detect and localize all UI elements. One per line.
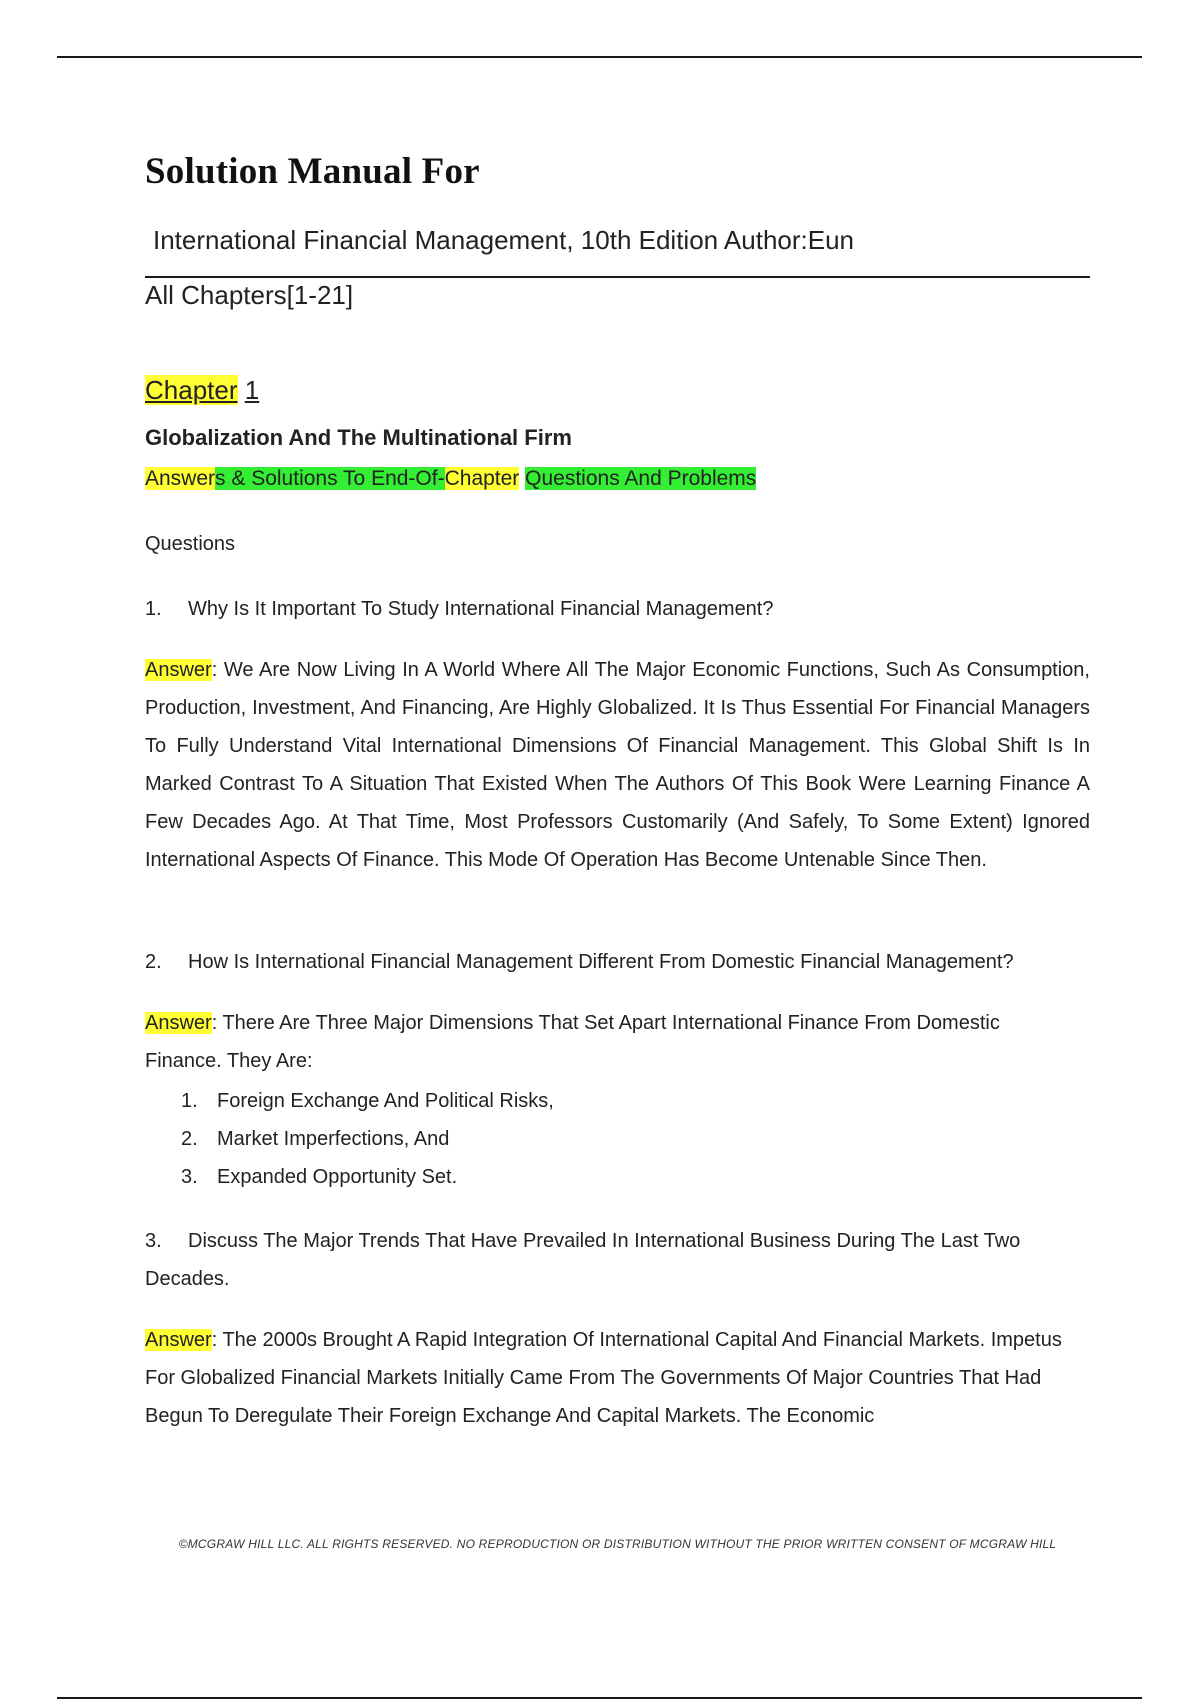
answer-text: : There Are Three Major Dimensions That Set Apart International Finance From Domestic Finance. They Are: — [145, 1012, 1000, 1072]
questions-label: Questions — [145, 533, 236, 555]
question-2 — [145, 943, 1014, 981]
subtitle-part: Chapter — [444, 467, 520, 490]
copyright-footer: ©MCGRAW HILL LLC. ALL RIGHTS RESERVED. NO REPRODUCTION OR DISTRIBUTION WITHOUT THE PRIOR WRITTEN CONSENT OF MCGRAW HILL — [178, 1537, 1057, 1551]
subtitle-part: s & Solutions To End-Of- — [215, 467, 445, 490]
chapter-title: Globalization And The Multinational Firm — [145, 425, 572, 450]
question-text: Why Is It Important To Study International Financial Management? — [188, 598, 774, 620]
document-title: Solution Manual For — [145, 151, 480, 192]
question-3 — [145, 1222, 1045, 1298]
chapters-range: All Chapters[1-21] — [145, 280, 354, 310]
answer-label: Answer — [145, 659, 212, 681]
question-number: 1. — [145, 598, 162, 620]
answer-text: : We Are Now Living In A World Where All The Major Economic Functions, Such As Consumption, Production, Investment, And Financing, Are Highly Globalized. It Is Thus Essential For Financial Managers To Fully Understand Vital International Dimensions Of Financial Management. This Global Shift Is In Marked Contrast To A Situation That Existed When The Authors Of This Book Were Learning Finance A Few Decades Ago. At That Time, Most Professors Customarily (And Safely, To Some Extent) Ignored International Aspects Of Finance. This Mode Of Operation Has Become Untenable Since Then. — [145, 659, 1090, 871]
question-1 — [145, 590, 774, 628]
chapter-heading — [145, 375, 259, 406]
list-item: 3. Expanded Opportunity Set. — [181, 1166, 458, 1188]
answer-text: : The 2000s Brought A Rapid Integration Of International Capital And Financial Markets. Impetus For Globalized Financial Markets Initially Came From The Governments Of Major Countries That Had Begun To Deregulate Their Foreign Exchange And Capital Markets. The Economic — [145, 1329, 1062, 1427]
answer-label: Answer — [145, 1329, 212, 1351]
answer-1 — [145, 651, 1090, 879]
answer-3 — [145, 1321, 1085, 1435]
top-rule — [57, 56, 1142, 58]
question-number: 3. — [145, 1230, 162, 1252]
answer-2 — [145, 1004, 1005, 1080]
list-item: 2. Market Imperfections, And — [181, 1128, 450, 1150]
list-item: 1. Foreign Exchange And Political Risks, — [181, 1090, 554, 1112]
book-subtitle: International Financial Management, 10th Edition Author:Eun — [153, 225, 855, 255]
subtitle-part: Questions And Problems — [525, 467, 757, 490]
question-text: Discuss The Major Trends That Have Prevailed In International Business During The Last Two Decades. — [145, 1230, 1021, 1290]
question-number: 2. — [145, 951, 162, 973]
chapter-number: 1 — [244, 375, 260, 405]
question-text: How Is International Financial Management Different From Domestic Financial Management? — [188, 951, 1014, 973]
chapter-subtitle — [145, 467, 756, 491]
answer-2-list — [181, 1082, 554, 1196]
subtitle-rule — [145, 276, 1090, 278]
answer-label: Answer — [145, 1012, 212, 1034]
bottom-rule — [57, 1697, 1142, 1699]
chapter-word: Chapter — [145, 375, 238, 405]
subtitle-part: Answer — [145, 467, 216, 490]
